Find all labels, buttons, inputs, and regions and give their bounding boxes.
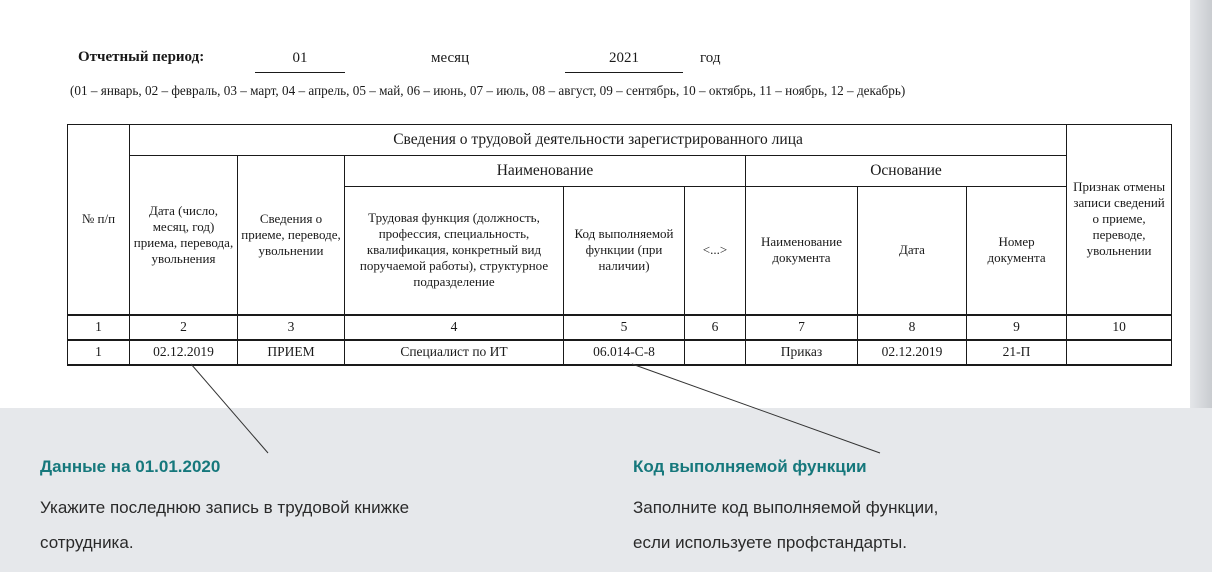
cell-doc-number: 21-П: [967, 340, 1067, 365]
column-number: 3: [238, 315, 345, 340]
right-shadow: [1190, 0, 1212, 408]
callout-code-title: Код выполняемой функции: [633, 457, 867, 476]
column-number: 5: [564, 315, 685, 340]
callout-date-title: Данные на 01.01.2020: [40, 457, 221, 476]
column-number: 4: [345, 315, 564, 340]
header-function: Трудовая функция (должность, профессия, специальность, квалификация, конкретный вид поручаемой работы), структурное подразделение: [345, 187, 564, 315]
cell-date: 02.12.2019: [130, 340, 238, 365]
header-doc-name: Наименование документа: [746, 187, 858, 315]
cell-function: Специалист по ИТ: [345, 340, 564, 365]
callout-date-text-1: Укажите последнюю запись в трудовой книжке: [40, 498, 410, 517]
month-field: 01: [255, 47, 345, 73]
period-label: Отчетный период:: [78, 49, 205, 65]
cell-code: 06.014-С-8: [564, 340, 685, 365]
column-number: 1: [68, 315, 130, 340]
header-doc-number: Номер документа: [967, 187, 1067, 315]
header-code: Код выполняемой функции (при наличии): [564, 187, 685, 315]
header-date: Дата (число, месяц, год) приема, перевода, увольнения: [130, 156, 238, 315]
year-field: 2021: [565, 47, 683, 73]
column-number: 6: [685, 315, 746, 340]
header-group-basis: Основание: [746, 156, 1067, 187]
bottom-panel: [0, 408, 1212, 572]
cell-doc-name: Приказ: [746, 340, 858, 365]
header-group-title: Сведения о трудовой деятельности зарегистрированного лица: [130, 125, 1067, 156]
callout-code-text-1: Заполните код выполняемой функции,: [633, 498, 939, 517]
cell-info: ПРИЕМ: [238, 340, 345, 365]
header-num: № п/п: [68, 125, 130, 315]
cell-cancel: [1067, 340, 1172, 365]
month-legend: (01 – январь, 02 – февраль, 03 – март, 04 – апрель, 05 – май, 06 – июнь, 07 – июль, 08 – август, 09 – сентябрь, 10 – октябрь, 11 – ноябрь, 12 – декабрь): [70, 83, 906, 98]
year-word: год: [700, 50, 721, 66]
callout-date-text-2: сотрудника.: [40, 533, 134, 552]
cell-doc-date: 02.12.2019: [858, 340, 967, 365]
labor-activity-table: [67, 124, 1172, 366]
column-number: 7: [746, 315, 858, 340]
cell-num: 1: [68, 340, 130, 365]
column-number: 9: [967, 315, 1067, 340]
column-number: 10: [1067, 315, 1172, 340]
header-etc: <...>: [685, 187, 746, 315]
cell-etc: [685, 340, 746, 365]
column-number: 8: [858, 315, 967, 340]
column-numbers-row: [68, 315, 1172, 340]
header-group-name: Наименование: [345, 156, 746, 187]
column-number: 2: [130, 315, 238, 340]
header-cancel: Признак отмены записи сведений о приеме, переводе, увольнении: [1067, 125, 1172, 315]
header-doc-date: Дата: [858, 187, 967, 315]
header-info: Сведения о приеме, переводе, увольнении: [238, 156, 345, 315]
callout-code-text-2: если используете профстандарты.: [633, 533, 907, 552]
month-word: месяц: [431, 50, 470, 66]
table-row: [68, 340, 1172, 365]
